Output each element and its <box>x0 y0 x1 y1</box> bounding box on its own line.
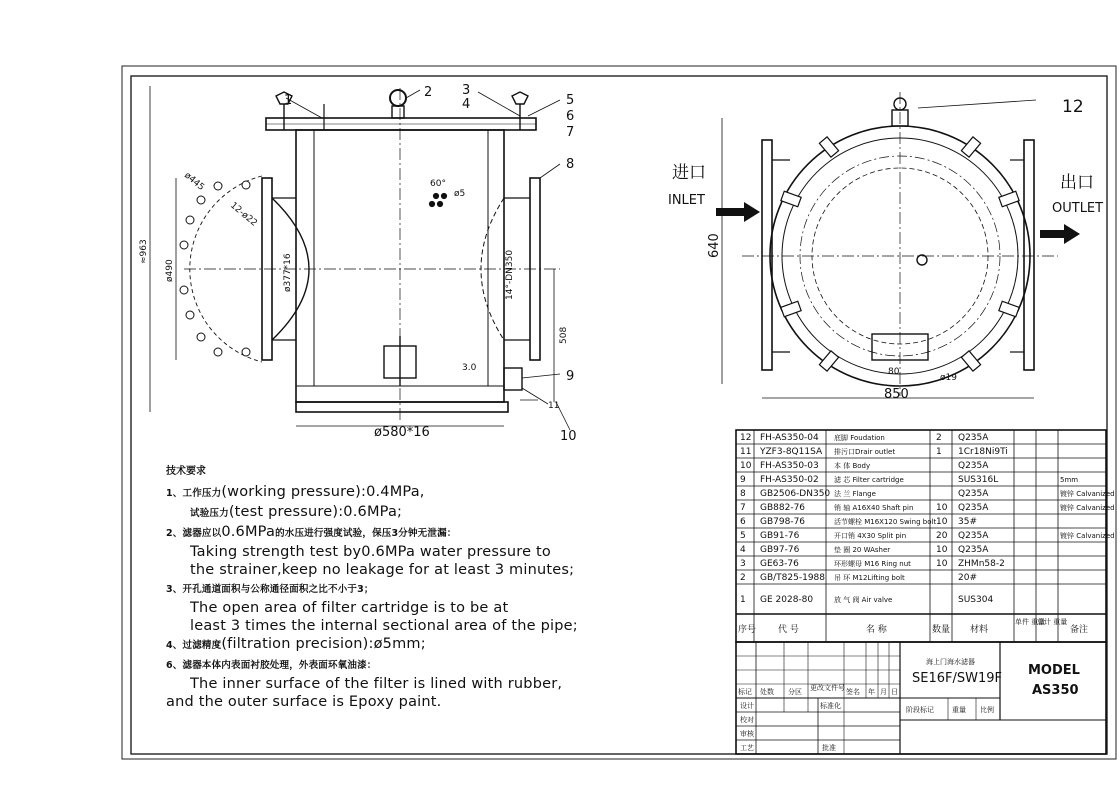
bom-cell-code: GB97-76 <box>760 545 800 555</box>
note-line: The open area of filter cartridge is to be at <box>190 600 509 616</box>
bom-cell-name: 法 兰 Flange <box>834 490 876 498</box>
header-total-weight: 总计 重量 <box>1037 618 1068 626</box>
bom-cell-material: SUS316L <box>958 475 999 485</box>
bom-cell-code: GE 2028-80 <box>760 595 814 605</box>
bom-cell-no: 12 <box>740 433 752 443</box>
bom-cell-no: 3 <box>740 559 746 569</box>
header-qty: 数量 <box>932 625 951 635</box>
rev-label-1: 处数 <box>760 688 774 696</box>
bom-cell-no: 1 <box>740 595 746 605</box>
note-line: 4、过滤精度(filtration precision):ø5mm; <box>166 636 426 652</box>
rev-label-3: 更改文件号 <box>810 684 845 692</box>
bom-cell-material: ZHMn58-2 <box>958 559 1005 569</box>
inlet-cn: 进口 <box>672 163 706 183</box>
bom-cell-name: 底脚 Foudation <box>834 434 885 442</box>
bom-headers <box>738 617 1088 635</box>
header-note: 备注 <box>1070 625 1089 635</box>
bom-cell-no: 2 <box>740 573 746 583</box>
note-line: The inner surface of the filter is lined with rubber, <box>190 676 563 692</box>
bom-cell-note: 镀锌 Calvanized <box>1060 490 1115 498</box>
callout-3: 3 <box>462 83 471 98</box>
rev-label-7: 日 <box>891 688 898 696</box>
label-approve: 批准 <box>822 744 836 752</box>
label-review: 审核 <box>740 730 754 738</box>
note-line: 试验压力(test pressure):0.6MPa; <box>190 504 403 520</box>
callout-9: 9 <box>566 369 575 384</box>
side-view-labels <box>668 97 1103 402</box>
outlet-cn: 出口 <box>1060 173 1094 193</box>
header-name: 名 称 <box>866 625 887 635</box>
outlet-en: OUTLET <box>1052 201 1104 216</box>
note-line: Taking strength test by0.6MPa water pressure to <box>190 544 551 560</box>
label-standard: 标准化 <box>820 702 841 710</box>
bom-cell-no: 7 <box>740 503 746 513</box>
bom-cell-code: GB91-76 <box>760 531 800 541</box>
note-line: 6、滤器本体内表面衬胶处理，外表面环氧油漆： <box>166 660 377 671</box>
bom-cell-note: 5mm <box>1060 476 1079 484</box>
title-block <box>736 642 1106 754</box>
bom-cell-qty: 10 <box>936 559 948 569</box>
dim-angle: 60° <box>430 179 446 189</box>
bom-cell-no: 9 <box>740 475 746 485</box>
bom-cell-code: GB798-76 <box>760 517 806 527</box>
bom-cell-material: Q235A <box>958 531 989 541</box>
dim-bolt-circle: ø445 <box>182 170 206 193</box>
bom-cell-material: 35# <box>958 517 977 527</box>
note-line: 2、滤器应以0.6MPa的水压进行强度试验，保压3分钟无泄漏： <box>166 524 457 540</box>
note-line: the strainer,keep no leakage for at least 3 minutes; <box>190 562 575 578</box>
bom-cell-material: Q235A <box>958 503 989 513</box>
callout-12: 12 <box>1062 97 1084 117</box>
dim-side-hole: ø19 <box>940 373 957 383</box>
bom-cell-material: 1Cr18Ni9Ti <box>958 447 1008 457</box>
product-code: SE16F/SW19F <box>912 671 1002 686</box>
model-label: MODEL <box>1028 663 1080 678</box>
callout-7: 7 <box>566 125 575 140</box>
bom-cell-no: 10 <box>740 461 752 471</box>
bom-cell-name: 销 轴 A16X40 Shaft pin <box>834 504 914 512</box>
dim-rise: 508 <box>559 326 569 344</box>
bom-cell-code: FH-AS350-03 <box>760 461 819 471</box>
bom-cell-qty: 10 <box>936 545 948 555</box>
bom-cell-code: GE63-76 <box>760 559 799 569</box>
header-material: 材料 <box>970 625 989 635</box>
bom-cell-material: SUS304 <box>958 595 994 605</box>
bom-cell-qty: 10 <box>936 503 948 513</box>
bom-cell-qty: 1 <box>936 447 942 457</box>
bom-cell-material: 20# <box>958 573 977 583</box>
header-no: 序号 <box>738 625 757 635</box>
callout-2: 2 <box>424 85 433 100</box>
bom-cell-name: 排污口Drair outlet <box>834 448 896 456</box>
bom-cell-no: 8 <box>740 489 746 499</box>
dim-height: ≈963 <box>139 239 149 264</box>
notes-heading: 技术要求 <box>166 466 206 477</box>
bom-cell-note: 镀锌 Calvanized <box>1060 504 1115 512</box>
bom-cell-code: FH-AS350-04 <box>760 433 819 443</box>
bom-cell-code: FH-AS350-02 <box>760 475 819 485</box>
bom-cell-qty: 20 <box>936 531 948 541</box>
bom-cell-qty: 2 <box>936 433 942 443</box>
callout-11: 11 <box>548 401 560 411</box>
bom-cell-name: 开口销 4X30 Split pin <box>834 532 907 540</box>
inlet-en: INLET <box>668 193 705 208</box>
note-line: 1、工作压力(working pressure):0.4MPa, <box>166 484 425 500</box>
rev-label-2: 分区 <box>788 688 802 696</box>
label-scale: 比例 <box>980 706 994 714</box>
header-unit-weight: 单件 重量 <box>1015 618 1046 626</box>
dim-foot: 80 <box>888 367 900 377</box>
callout-6: 6 <box>566 109 575 124</box>
label-check: 校对 <box>740 716 754 724</box>
bom-cell-name: 吊 环 M12Lifting bolt <box>834 574 905 582</box>
dim-base: ø580*16 <box>374 425 430 440</box>
rev-label-6: 月 <box>880 688 887 696</box>
dim-gap: 3.0 <box>462 363 477 373</box>
bom-cell-name: 本 体 Body <box>834 462 871 470</box>
label-process: 工艺 <box>740 744 754 752</box>
rev-label-5: 年 <box>868 688 875 696</box>
title-block-labels <box>738 657 1080 752</box>
dim-side-width: 850 <box>884 387 909 402</box>
side-view <box>722 92 1058 398</box>
bom-cell-note: 镀锌 Calvanized <box>1060 532 1115 540</box>
dim-body-dia: ø377*16 <box>283 253 293 292</box>
bom-cell-no: 4 <box>740 545 746 555</box>
note-line: 3、开孔通道面积与公称通径面积之比不小于3； <box>166 584 374 595</box>
bom-cell-no: 6 <box>740 517 746 527</box>
label-design: 设计 <box>740 702 754 710</box>
bom-cell-qty: 10 <box>936 517 948 527</box>
header-code: 代 号 <box>778 625 799 635</box>
dim-side-height: 640 <box>707 233 722 258</box>
product-cn: 海上门海水滤器 <box>926 658 975 666</box>
bom-cell-no: 5 <box>740 531 746 541</box>
dim-outlet: 14°-DN350 <box>505 249 515 300</box>
bom-cell-name: 环形螺母 M16 Ring nut <box>834 560 911 568</box>
dim-holes: ø5 <box>454 189 466 199</box>
callout-10: 10 <box>560 429 577 444</box>
label-stage: 阶段标记 <box>906 706 934 714</box>
callout-1: 1 <box>284 93 293 108</box>
bom-cell-code: YZF3-8Q11SA <box>760 447 823 457</box>
bom-cell-material: Q235A <box>958 489 989 499</box>
note-line: least 3 times the internal sectional area of the pipe; <box>190 618 578 634</box>
callout-4: 4 <box>462 97 471 112</box>
note-line: and the outer surface is Epoxy paint. <box>166 694 442 710</box>
bom-cell-material: Q235A <box>958 545 989 555</box>
bom-cell-no: 11 <box>740 447 752 457</box>
dim-flange-dia: ø490 <box>165 259 175 282</box>
bom-cell-name: 放 气 阀 Air valve <box>834 596 893 604</box>
rev-label-4: 签名 <box>846 688 860 696</box>
callout-5: 5 <box>566 93 575 108</box>
bom-cell-code: GB882-76 <box>760 503 806 513</box>
bom-cell-name: 垫 圈 20 WAsher <box>834 546 891 554</box>
bom-cell-name: 活节螺栓 M16X120 Swing bolt <box>834 518 937 526</box>
bom-cell-code: GB2506-DN350 <box>760 489 831 499</box>
callout-8: 8 <box>566 157 575 172</box>
model-value: AS350 <box>1032 683 1079 698</box>
bom-cell-code: GB/T825-1988 <box>760 573 826 583</box>
bom-cell-material: Q235A <box>958 461 989 471</box>
rev-label-0: 标记 <box>738 688 752 696</box>
bom-cell-name: 滤 芯 Filter cartridge <box>834 476 904 484</box>
technical-notes <box>166 462 586 711</box>
bom-cell-material: Q235A <box>958 433 989 443</box>
label-weight: 重量 <box>952 706 966 714</box>
dim-bolts: 12-ø22 <box>228 200 259 229</box>
